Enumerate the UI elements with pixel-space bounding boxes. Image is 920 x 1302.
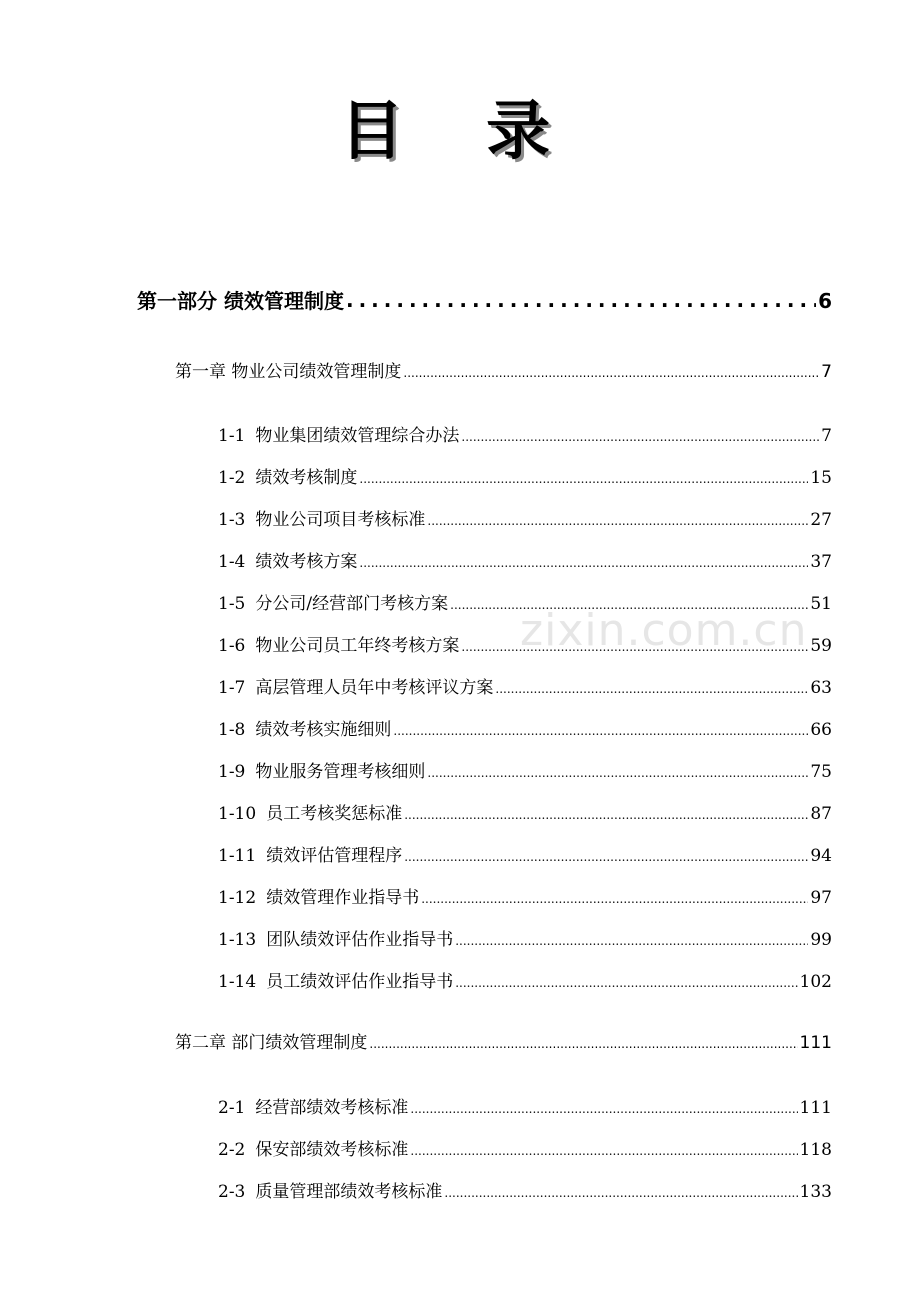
dot-leader [427, 508, 808, 525]
dot-leader [410, 1096, 797, 1113]
dot-leader [359, 466, 808, 483]
page-number: 6 [818, 289, 832, 313]
entry-title: 高层管理人员年中考核评议方案 [255, 678, 494, 698]
page-number: 66 [810, 720, 832, 740]
entry-title: 绩效管理作业指导书 [266, 888, 420, 908]
dot-leader [455, 970, 797, 987]
entry-number: 1-14 [218, 972, 257, 992]
entry-number: 1-3 [218, 510, 246, 530]
entry-title: 员工考核奖惩标准 [266, 804, 403, 824]
entry-label [218, 505, 425, 530]
entry-label [218, 757, 425, 782]
entry-label [218, 547, 357, 572]
toc-entry[interactable] [218, 1093, 832, 1118]
dot-leader [444, 1180, 797, 1197]
toc-entry[interactable] [218, 967, 832, 992]
page-number: 15 [810, 468, 832, 488]
dot-leader [410, 1138, 797, 1155]
page-number: 111 [799, 1033, 832, 1053]
entry-number: 1-1 [218, 426, 246, 446]
dot-leader [369, 1031, 797, 1048]
part-label: 第一部分 绩效管理制度 [137, 289, 344, 313]
page-number: 75 [810, 762, 832, 782]
dot-leader [455, 928, 808, 945]
page-number: 102 [799, 972, 832, 992]
chapter-label: 第二章 部门绩效管理制度 [175, 1033, 368, 1053]
entry-title: 团队绩效评估作业指导书 [266, 930, 454, 950]
page-number: 7 [821, 362, 832, 382]
entry-number: 2-3 [218, 1182, 246, 1202]
chapter-label: 第一章 物业公司绩效管理制度 [175, 362, 402, 382]
entry-number: 1-11 [218, 846, 257, 866]
toc-entry[interactable] [218, 883, 832, 908]
dot-leader [427, 760, 808, 777]
toc-entry[interactable] [218, 1135, 832, 1160]
entry-number: 1-12 [218, 888, 257, 908]
dot-leader [404, 844, 808, 861]
page-number: 99 [810, 930, 832, 950]
toc-entry[interactable] [218, 589, 832, 614]
page-number: 37 [810, 552, 832, 572]
toc-entry[interactable] [218, 757, 832, 782]
entry-number: 1-8 [218, 720, 246, 740]
page-number: 111 [799, 1098, 832, 1118]
toc-entry[interactable] [218, 547, 832, 572]
dot-leader [404, 802, 808, 819]
entry-title: 绩效考核实施细则 [255, 720, 392, 740]
page-number: 59 [810, 636, 832, 656]
toc-entry[interactable] [218, 799, 832, 824]
entry-label [218, 1177, 442, 1202]
toc-entry[interactable] [218, 673, 832, 698]
toc-chapter-2[interactable] [175, 1028, 832, 1053]
page-number: 118 [799, 1140, 832, 1160]
toc-title: 目 录 [339, 95, 581, 169]
toc-entry[interactable] [218, 1177, 832, 1202]
dot-leader [403, 360, 819, 377]
watermark: zixin.com.cn [520, 605, 808, 656]
dot-leader [393, 718, 808, 735]
toc-entry[interactable] [218, 421, 832, 446]
entry-number: 1-13 [218, 930, 257, 950]
entry-label [218, 589, 448, 614]
entry-label [218, 1093, 408, 1118]
toc-entry[interactable] [218, 505, 832, 530]
entry-label [218, 673, 493, 698]
page-number: 94 [810, 846, 832, 866]
dot-leader [461, 634, 808, 651]
toc-part-1[interactable] [137, 285, 832, 314]
toc-entry[interactable] [218, 925, 832, 950]
entry-title: 物业公司项目考核标准 [255, 510, 426, 530]
page-number: 63 [810, 678, 832, 698]
entry-number: 1-5 [218, 594, 246, 614]
entry-label [218, 883, 419, 908]
entry-number: 1-6 [218, 636, 246, 656]
entry-label [218, 967, 453, 992]
page-number: 51 [810, 594, 832, 614]
entry-title: 物业集团绩效管理综合办法 [255, 426, 460, 446]
entry-label [218, 715, 391, 740]
entry-label [218, 631, 459, 656]
dot-leader [346, 288, 816, 308]
dot-leader [450, 592, 808, 609]
dot-leader [461, 424, 819, 441]
toc-entry[interactable] [218, 463, 832, 488]
entry-number: 2-2 [218, 1140, 246, 1160]
dot-leader [359, 550, 808, 567]
toc-entry[interactable] [218, 841, 832, 866]
entry-label [218, 841, 402, 866]
entry-title: 绩效考核方案 [255, 552, 358, 572]
page-number: 87 [810, 804, 832, 824]
page-number: 133 [799, 1182, 832, 1202]
entry-number: 1-9 [218, 762, 246, 782]
entry-title: 经营部绩效考核标准 [255, 1098, 409, 1118]
entry-number: 1-7 [218, 678, 246, 698]
entry-title: 物业服务管理考核细则 [255, 762, 426, 782]
toc-entry[interactable] [218, 631, 832, 656]
entry-title: 分公司/经营部门考核方案 [255, 594, 449, 614]
toc-entry[interactable] [218, 715, 832, 740]
entry-title: 绩效评估管理程序 [266, 846, 403, 866]
page-number: 27 [810, 510, 832, 530]
entry-title: 员工绩效评估作业指导书 [266, 972, 454, 992]
entry-title: 物业公司员工年终考核方案 [255, 636, 460, 656]
entry-label [218, 463, 357, 488]
entry-label [218, 925, 453, 950]
entry-title: 绩效考核制度 [255, 468, 358, 488]
toc-chapter-1[interactable] [175, 357, 832, 382]
entry-number: 1-10 [218, 804, 257, 824]
entry-number: 1-4 [218, 552, 246, 572]
page-number: 7 [821, 426, 832, 446]
entry-number: 1-2 [218, 468, 246, 488]
entry-number: 2-1 [218, 1098, 246, 1118]
entry-title: 保安部绩效考核标准 [255, 1140, 409, 1160]
page-number: 97 [810, 888, 832, 908]
entry-title: 质量管理部绩效考核标准 [255, 1182, 443, 1202]
dot-leader [495, 676, 808, 693]
entry-label [218, 421, 459, 446]
entry-label [218, 799, 402, 824]
entry-label [218, 1135, 408, 1160]
dot-leader [421, 886, 808, 903]
